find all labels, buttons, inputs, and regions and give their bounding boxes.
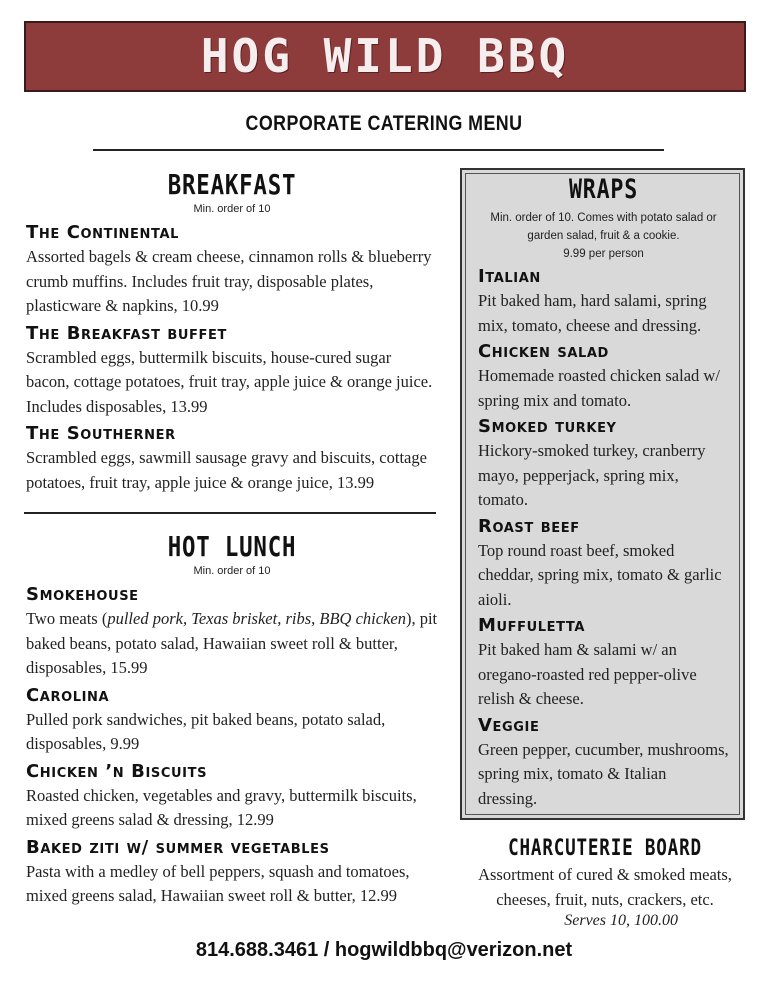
breakfast-min-order: Min. order of 10	[193, 203, 271, 215]
wraps-price: 9.99 per person	[563, 248, 644, 260]
wrap-item-desc: Green pepper, cucumber, mushrooms, spring mix, tomato & Italian dressing.	[478, 739, 729, 808]
breakfast-item-desc: Scrambled eggs, sawmill sausage gravy and biscuits, cottage potatoes, fruit tray, apple juice & orange juice, 13.99	[26, 448, 427, 492]
wrap-item-desc: Pit baked ham, hard salami, spring mix, tomato, cheese and dressing.	[478, 291, 707, 335]
wrap-item-name: Veggie	[478, 714, 540, 736]
wraps-note: Min. order of 10. Comes with potato salad or garden salad, fruit & a cookie.	[490, 212, 717, 242]
breakfast-item-desc: Scrambled eggs, buttermilk biscuits, house-cured sugar bacon, cottage potatoes, fruit tray, apple juice & orange juice. Includes disposables, 13.99	[26, 347, 433, 416]
wraps-title: WRAPS	[568, 174, 639, 205]
hot-lunch-min-order: Min. order of 10	[193, 565, 271, 577]
breakfast-item-name: The Breakfast buffet	[26, 322, 227, 344]
hot-lunch-title: HOT LUNCH	[167, 530, 297, 563]
lunch-item-desc: Roasted chicken, vegetables and gravy, buttermilk biscuits, mixed greens salad & dressing, 12.99	[26, 785, 417, 829]
wrap-item-desc: Pit baked ham & salami w/ an oregano-roasted red pepper-olive relish & cheese.	[478, 640, 697, 708]
wrap-item-desc: Top round roast beef, smoked cheddar, spring mix, tomato & garlic aioli.	[478, 540, 722, 609]
lunch-item-name: Carolina	[26, 684, 110, 706]
divider-middle	[24, 512, 436, 514]
breakfast-item-desc: Assorted bagels & cream cheese, cinnamon rolls & blueberry crumb muffins. Includes fruit tray, disposable plates, plasticware & napkins, 10.99	[26, 247, 432, 315]
wraps-section	[460, 168, 745, 820]
wrap-item-desc: Homemade roasted chicken salad w/ spring mix and tomato.	[478, 366, 720, 410]
lunch-item-desc: Pasta with a medley of bell peppers, squash and tomatoes, mixed greens salad, Hawaiian sweet roll & butter, 12.99	[26, 861, 410, 905]
lunch-item-desc: Two meats (pulled pork, Texas brisket, ribs, BBQ chicken), pit baked beans, potato salad, Hawaiian sweet roll & butter, disposables, 15.99	[26, 609, 438, 677]
charcuterie-title: CHARCUTERIE BOARD	[508, 836, 702, 861]
breakfast-item-name: The Continental	[26, 222, 179, 243]
breakfast-section	[26, 168, 438, 495]
breakfast-item-name: The Southerner	[26, 423, 176, 444]
wrap-item-name: Chicken salad	[478, 341, 609, 362]
charcuterie-desc: Assortment of cured & smoked meats, cheeses, fruit, nuts, crackers, etc.	[478, 865, 732, 909]
hot-lunch-section	[26, 530, 438, 909]
restaurant-title: HOG WILD BBQ	[200, 29, 570, 83]
charcuterie-section	[462, 836, 748, 930]
breakfast-title: BREAKFAST	[167, 168, 297, 201]
lunch-item-name: Chicken ’n Biscuits	[26, 760, 208, 782]
divider-top	[93, 149, 664, 151]
header-banner	[24, 21, 746, 92]
charcuterie-serves: Serves 10, 100.00	[564, 912, 678, 929]
lunch-item-name: Baked ziti w/ summer vegetables	[26, 836, 330, 858]
wrap-item-desc: Hickory-smoked turkey, cranberry mayo, pepperjack, spring mix, tomato.	[478, 441, 706, 509]
wrap-item-name: Muffuletta	[478, 615, 586, 636]
wrap-item-name: Italian	[478, 266, 541, 287]
lunch-item-name: Smokehouse	[26, 584, 139, 605]
menu-subtitle: CORPORATE CATERING MENU	[245, 112, 523, 135]
lunch-item-desc: Pulled pork sandwiches, pit baked beans, potato salad, disposables, 9.99	[26, 709, 386, 753]
wrap-item-name: Smoked turkey	[478, 416, 617, 437]
wrap-item-name: Roast beef	[478, 515, 580, 537]
contact-info: 814.688.3461 / hogwildbbq@verizon.net	[195, 939, 573, 961]
